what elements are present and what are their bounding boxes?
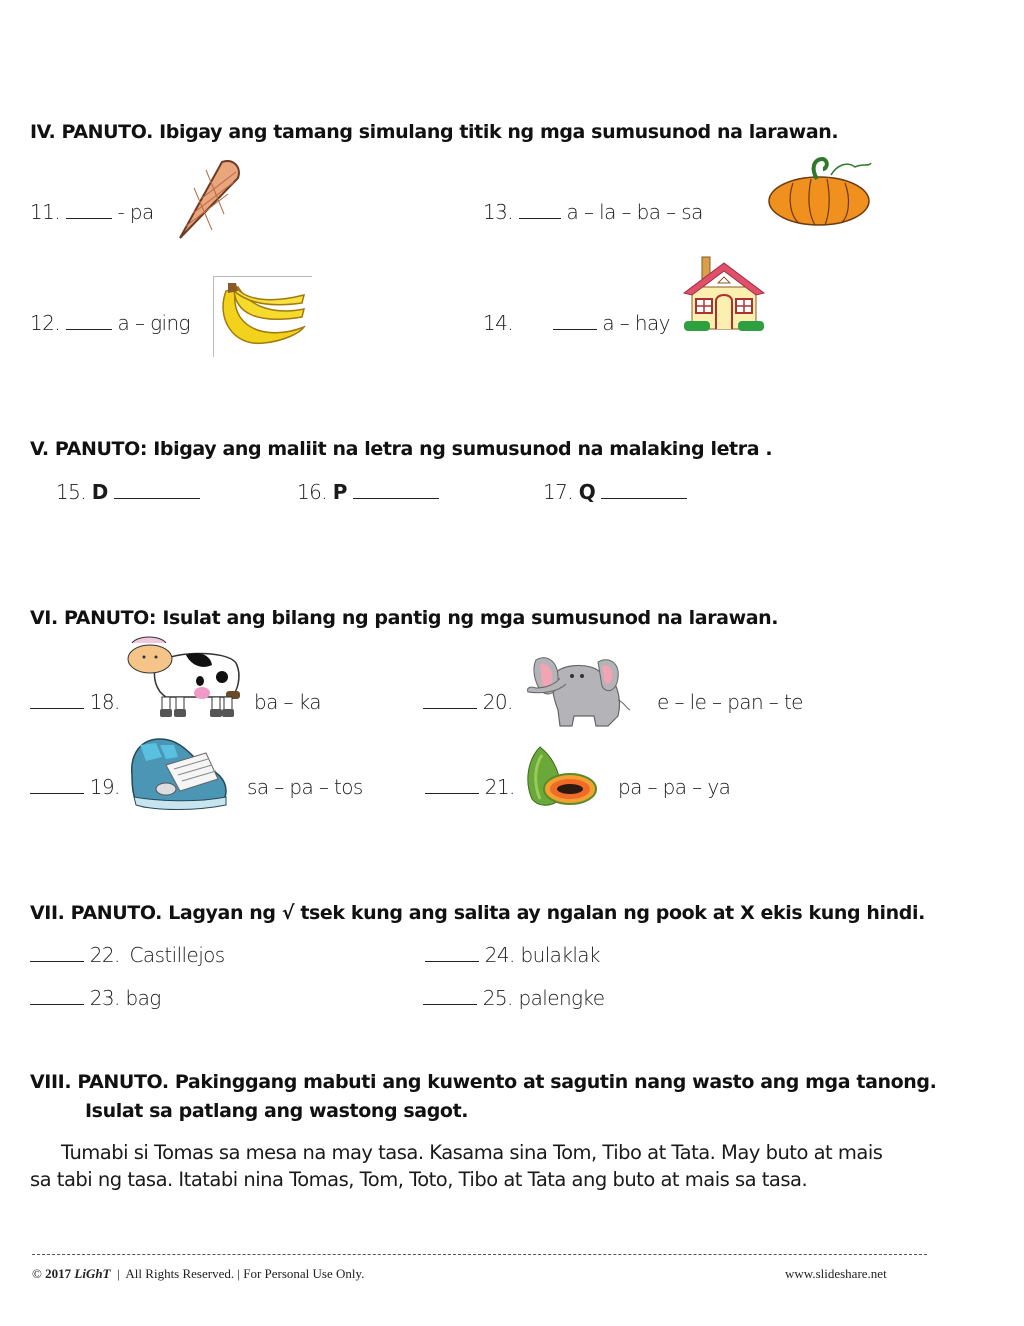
answer-blank[interactable] — [114, 497, 200, 499]
footer-rights: All Rights Reserved. — [125, 1266, 235, 1281]
item-word: Castillejos — [129, 943, 225, 967]
section-viii-heading: VIII. PANUTO. Pakinggang mabuti ang kuwento at sagutin nang wasto ang mga tanong. — [30, 1071, 937, 1093]
footer-divider — [32, 1254, 927, 1255]
item-14 — [483, 311, 670, 335]
capital-letter: Q — [578, 480, 596, 504]
item-number: 14. — [483, 311, 514, 335]
item-19 — [30, 775, 120, 799]
cow-image — [126, 635, 246, 719]
house-image — [682, 253, 766, 333]
answer-blank[interactable] — [425, 792, 479, 794]
item-number: 21. — [484, 775, 515, 799]
footer-copyright — [32, 1266, 364, 1282]
answer-blank[interactable] — [30, 707, 84, 709]
item-word: bulaklak — [520, 943, 600, 967]
papaya-image — [524, 745, 600, 809]
item-15 — [56, 480, 200, 504]
syllables: a – ging — [117, 311, 190, 335]
item-number: 23. — [89, 986, 120, 1010]
footer-separator: | — [117, 1266, 120, 1281]
answer-blank[interactable] — [601, 497, 687, 499]
item-11 — [30, 200, 154, 224]
item-12 — [30, 311, 190, 335]
item-23 — [30, 986, 161, 1010]
syllables: a – hay — [602, 311, 670, 335]
footer-usage: For Personal Use Only. — [243, 1266, 365, 1281]
item-22 — [30, 943, 225, 967]
item-number: 18. — [89, 690, 120, 714]
footer-year: 2017 — [45, 1266, 72, 1281]
answer-blank[interactable] — [423, 707, 477, 709]
banana-image — [213, 276, 312, 357]
answer-blank[interactable] — [423, 1003, 477, 1005]
item-word: palengke — [518, 986, 605, 1010]
item-18-syllables: ba – ka — [254, 690, 321, 714]
item-number: 13. — [483, 200, 514, 224]
answer-blank[interactable] — [30, 960, 84, 962]
section-v-heading: V. PANUTO: Ibigay ang maliit na letra ng sumusunod na malaking letra . — [30, 438, 773, 460]
pumpkin-image — [767, 155, 875, 227]
item-21 — [425, 775, 515, 799]
item-number: 11. — [30, 200, 61, 224]
capital-letter: D — [91, 480, 108, 504]
answer-blank[interactable] — [425, 960, 479, 962]
item-25 — [423, 986, 604, 1010]
item-21-syllables: pa – pa – ya — [618, 775, 731, 799]
footer-separator: | — [237, 1266, 240, 1281]
item-number: 17. — [543, 480, 574, 504]
item-20-syllables: e – le – pan – te — [657, 690, 803, 714]
section-iv-heading: IV. PANUTO. Ibigay ang tamang simulang titik ng mga sumusunod na larawan. — [30, 121, 839, 143]
section-viii-heading-line2: Isulat sa patlang ang wastong sagot. — [85, 1100, 469, 1122]
item-13 — [483, 200, 703, 224]
answer-blank[interactable] — [66, 328, 112, 330]
item-number: 15. — [56, 480, 87, 504]
item-number: 24. — [484, 943, 515, 967]
item-18 — [30, 690, 120, 714]
item-16 — [297, 480, 439, 504]
elephant-image — [522, 650, 632, 730]
item-number: 19. — [89, 775, 120, 799]
answer-blank[interactable] — [353, 497, 439, 499]
answer-blank[interactable] — [553, 328, 597, 330]
syllables: - pa — [117, 200, 154, 224]
story-line-1: Tumabi si Tomas sa mesa na may tasa. Kasama sina Tom, Tibo at Tata. May buto at mais — [61, 1141, 883, 1164]
footer-site-link[interactable]: www.slideshare.net — [785, 1266, 887, 1281]
answer-blank[interactable] — [30, 792, 84, 794]
item-number: 12. — [30, 311, 61, 335]
item-number: 20. — [482, 690, 513, 714]
copyright-icon: © — [32, 1266, 42, 1281]
item-17 — [543, 480, 687, 504]
story-line-2: sa tabi ng tasa. Itatabi nina Tomas, Tom, Toto, Tibo at Tata ang buto at mais sa tasa. — [30, 1168, 808, 1191]
ice-cream-cone-image — [172, 158, 244, 242]
item-19-syllables: sa – pa – tos — [247, 775, 363, 799]
answer-blank[interactable] — [66, 217, 112, 219]
item-24 — [425, 943, 600, 967]
section-vi-heading: VI. PANUTO: Isulat ang bilang ng pantig ng mga sumusunod na larawan. — [30, 607, 779, 629]
footer-brand: LiGhT — [74, 1266, 111, 1281]
item-number: 22. — [89, 943, 120, 967]
item-20 — [423, 690, 513, 714]
item-word: bag — [125, 986, 161, 1010]
syllables: a – la – ba – sa — [566, 200, 703, 224]
section-vii-heading: VII. PANUTO. Lagyan ng √ tsek kung ang salita ay ngalan ng pook at X ekis kung hindi. — [30, 902, 925, 924]
capital-letter: P — [332, 480, 347, 504]
item-number: 25. — [482, 986, 513, 1010]
answer-blank[interactable] — [519, 217, 561, 219]
shoe-image — [126, 735, 230, 811]
answer-blank[interactable] — [30, 1003, 84, 1005]
item-number: 16. — [297, 480, 328, 504]
